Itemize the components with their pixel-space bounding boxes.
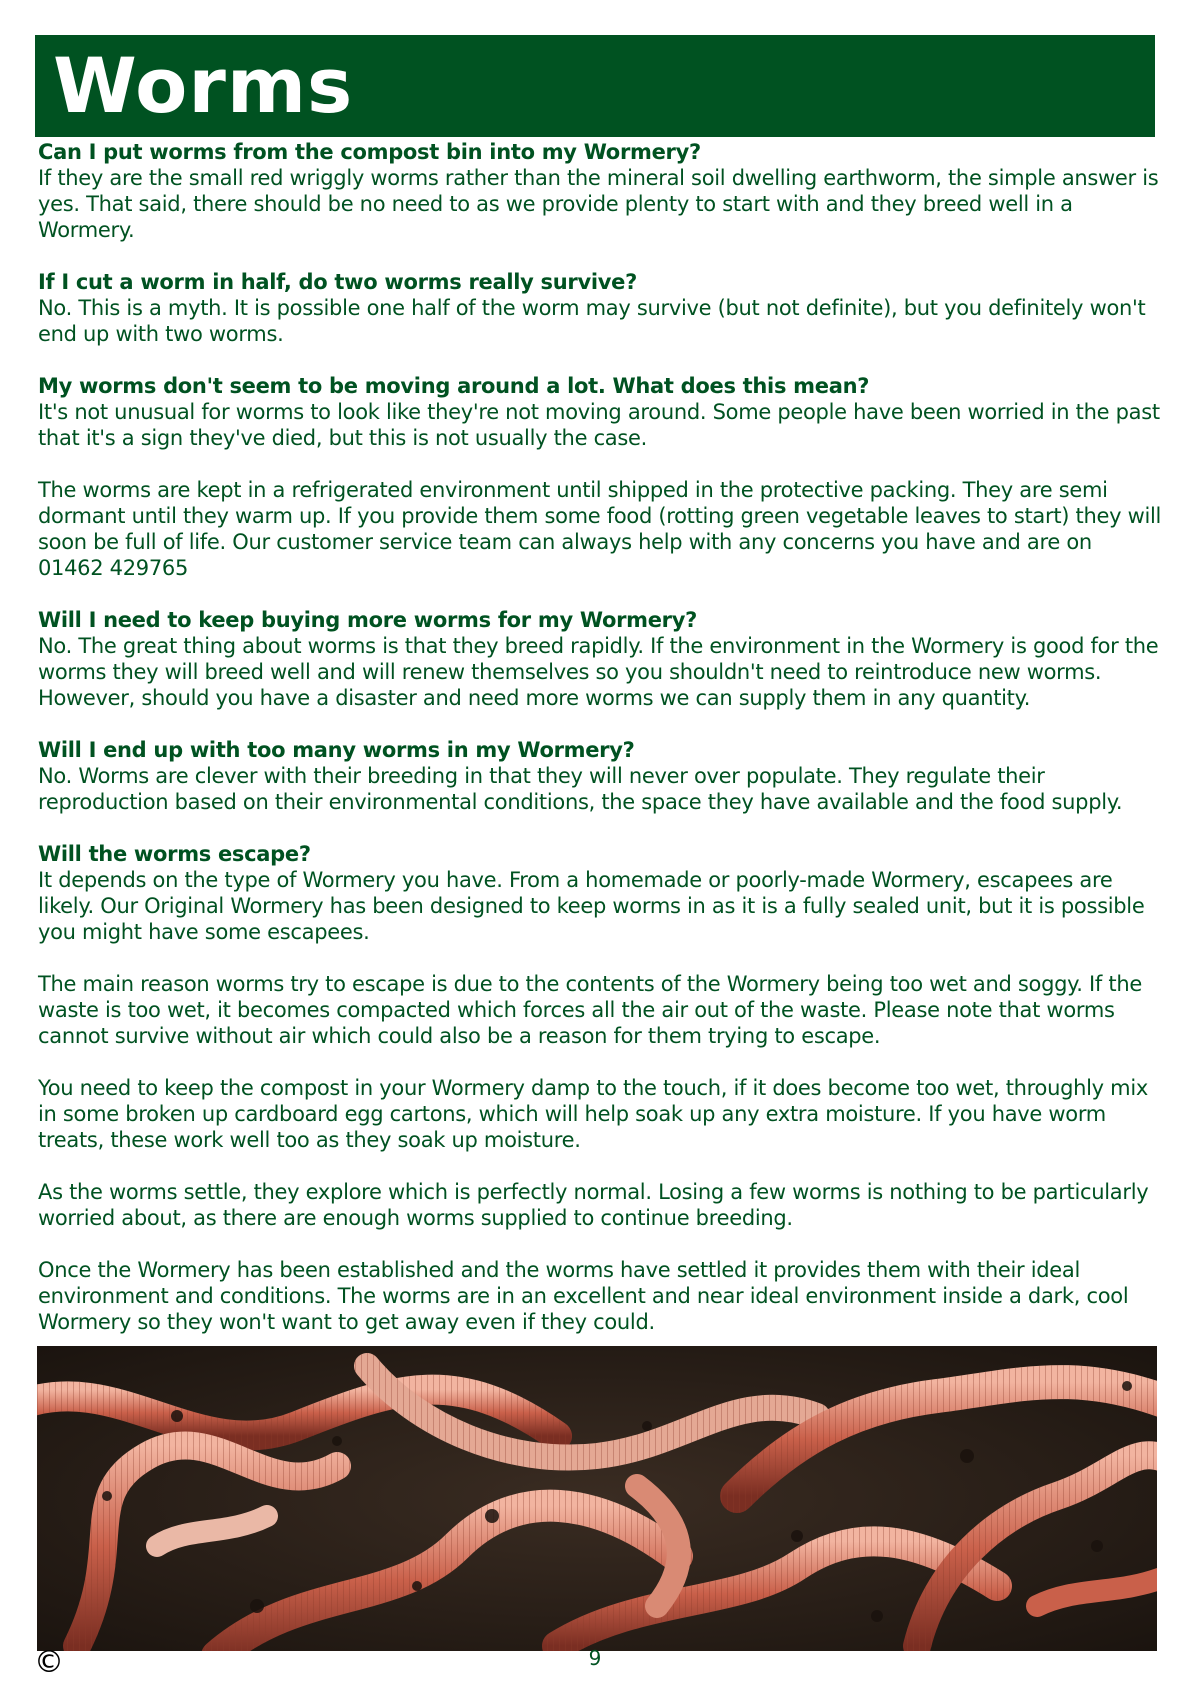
faq-question: Will the worms escape? <box>38 842 311 866</box>
faq-question: Can I put worms from the compost bin into my Wormery? <box>38 140 701 164</box>
faq-question: Will I need to keep buying more worms for my Wormery? <box>38 608 698 632</box>
faq-question: If I cut a worm in half, do two worms really survive? <box>38 270 637 294</box>
page-number: 9 <box>588 1646 602 1670</box>
faq-answer: It depends on the type of Wormery you have. From a homemade or poorly-made Wormery, escapees are likely. Our Original Wormery has been designed to keep worms in as it is a fully sealed unit, but it is possible you might have some escapees. <box>38 868 1145 944</box>
faq-item <box>38 607 1163 711</box>
faq-answer: Once the Wormery has been established and the worms have settled it provides them with their ideal environment and conditions. The worms are in an excellent and near ideal environment inside a dark, cool Wormery so they won't want to get away even if they could. <box>38 1258 1129 1334</box>
page-title: Worms <box>53 41 354 130</box>
faq-item <box>38 737 1163 815</box>
faq-item <box>38 269 1163 347</box>
faq-answer: As the worms settle, they explore which is perfectly normal. Losing a few worms is nothing to be particularly worried about, as there are enough worms supplied to continue breeding. <box>38 1180 1149 1230</box>
faq-answer: No. This is a myth. It is possible one half of the worm may survive (but not definite), but you definitely won't end up with two worms. <box>38 296 1146 346</box>
faq-answer: It's not unusual for worms to look like they're not moving around. Some people have been worried in the past that it's a sign they've died, but this is not usually the case. <box>38 400 1160 450</box>
worms-illustration <box>37 1346 1157 1651</box>
faq-content <box>38 139 1163 1335</box>
faq-answer: You need to keep the compost in your Wormery damp to the touch, if it does become too wet, throughly mix in some broken up cardboard egg cartons, which will help soak up any extra moisture. If you have worm treats, these work well too as they soak up moisture. <box>38 1076 1148 1152</box>
faq-answer: The worms are kept in a refrigerated environment until shipped in the protective packing. They are semi dormant until they warm up. If you provide them some food (rotting green vegetable leaves to start) they will soon be full of life. Our customer service team can always help with any concerns you have and are on 01462 429765 <box>38 478 1162 580</box>
faq-answer: No. Worms are clever with their breeding in that they will never over populate. They regulate their reproduction based on their environmental conditions, the space they have available and the food supply. <box>38 764 1123 814</box>
faq-item <box>38 139 1163 243</box>
worms-photo <box>37 1346 1157 1651</box>
faq-answer: If they are the small red wriggly worms rather than the mineral soil dwelling earthworm, the simple answer is yes. That said, there should be no need to as we provide plenty to start with and they breed well in a Wormery. <box>38 166 1159 242</box>
faq-question: Will I end up with too many worms in my Wormery? <box>38 738 635 762</box>
copyright-mark: © <box>34 1645 64 1680</box>
faq-item <box>38 841 1163 1335</box>
page-header <box>35 35 1155 137</box>
faq-item <box>38 373 1163 581</box>
faq-question: My worms don't seem to be moving around a lot. What does this mean? <box>38 374 870 398</box>
faq-answer: The main reason worms try to escape is due to the contents of the Wormery being too wet and soggy. If the waste is too wet, it becomes compacted which forces all the air out of the waste. Please note that worms cannot survive without air which could also be a reason for them trying to escape. <box>38 972 1142 1048</box>
faq-answer: No. The great thing about worms is that they breed rapidly. If the environment in the Wormery is good for the worms they will breed well and will renew themselves so you shouldn't need to reintroduce new worms. However, should you have a disaster and need more worms we can supply them in any quantity. <box>38 634 1159 710</box>
